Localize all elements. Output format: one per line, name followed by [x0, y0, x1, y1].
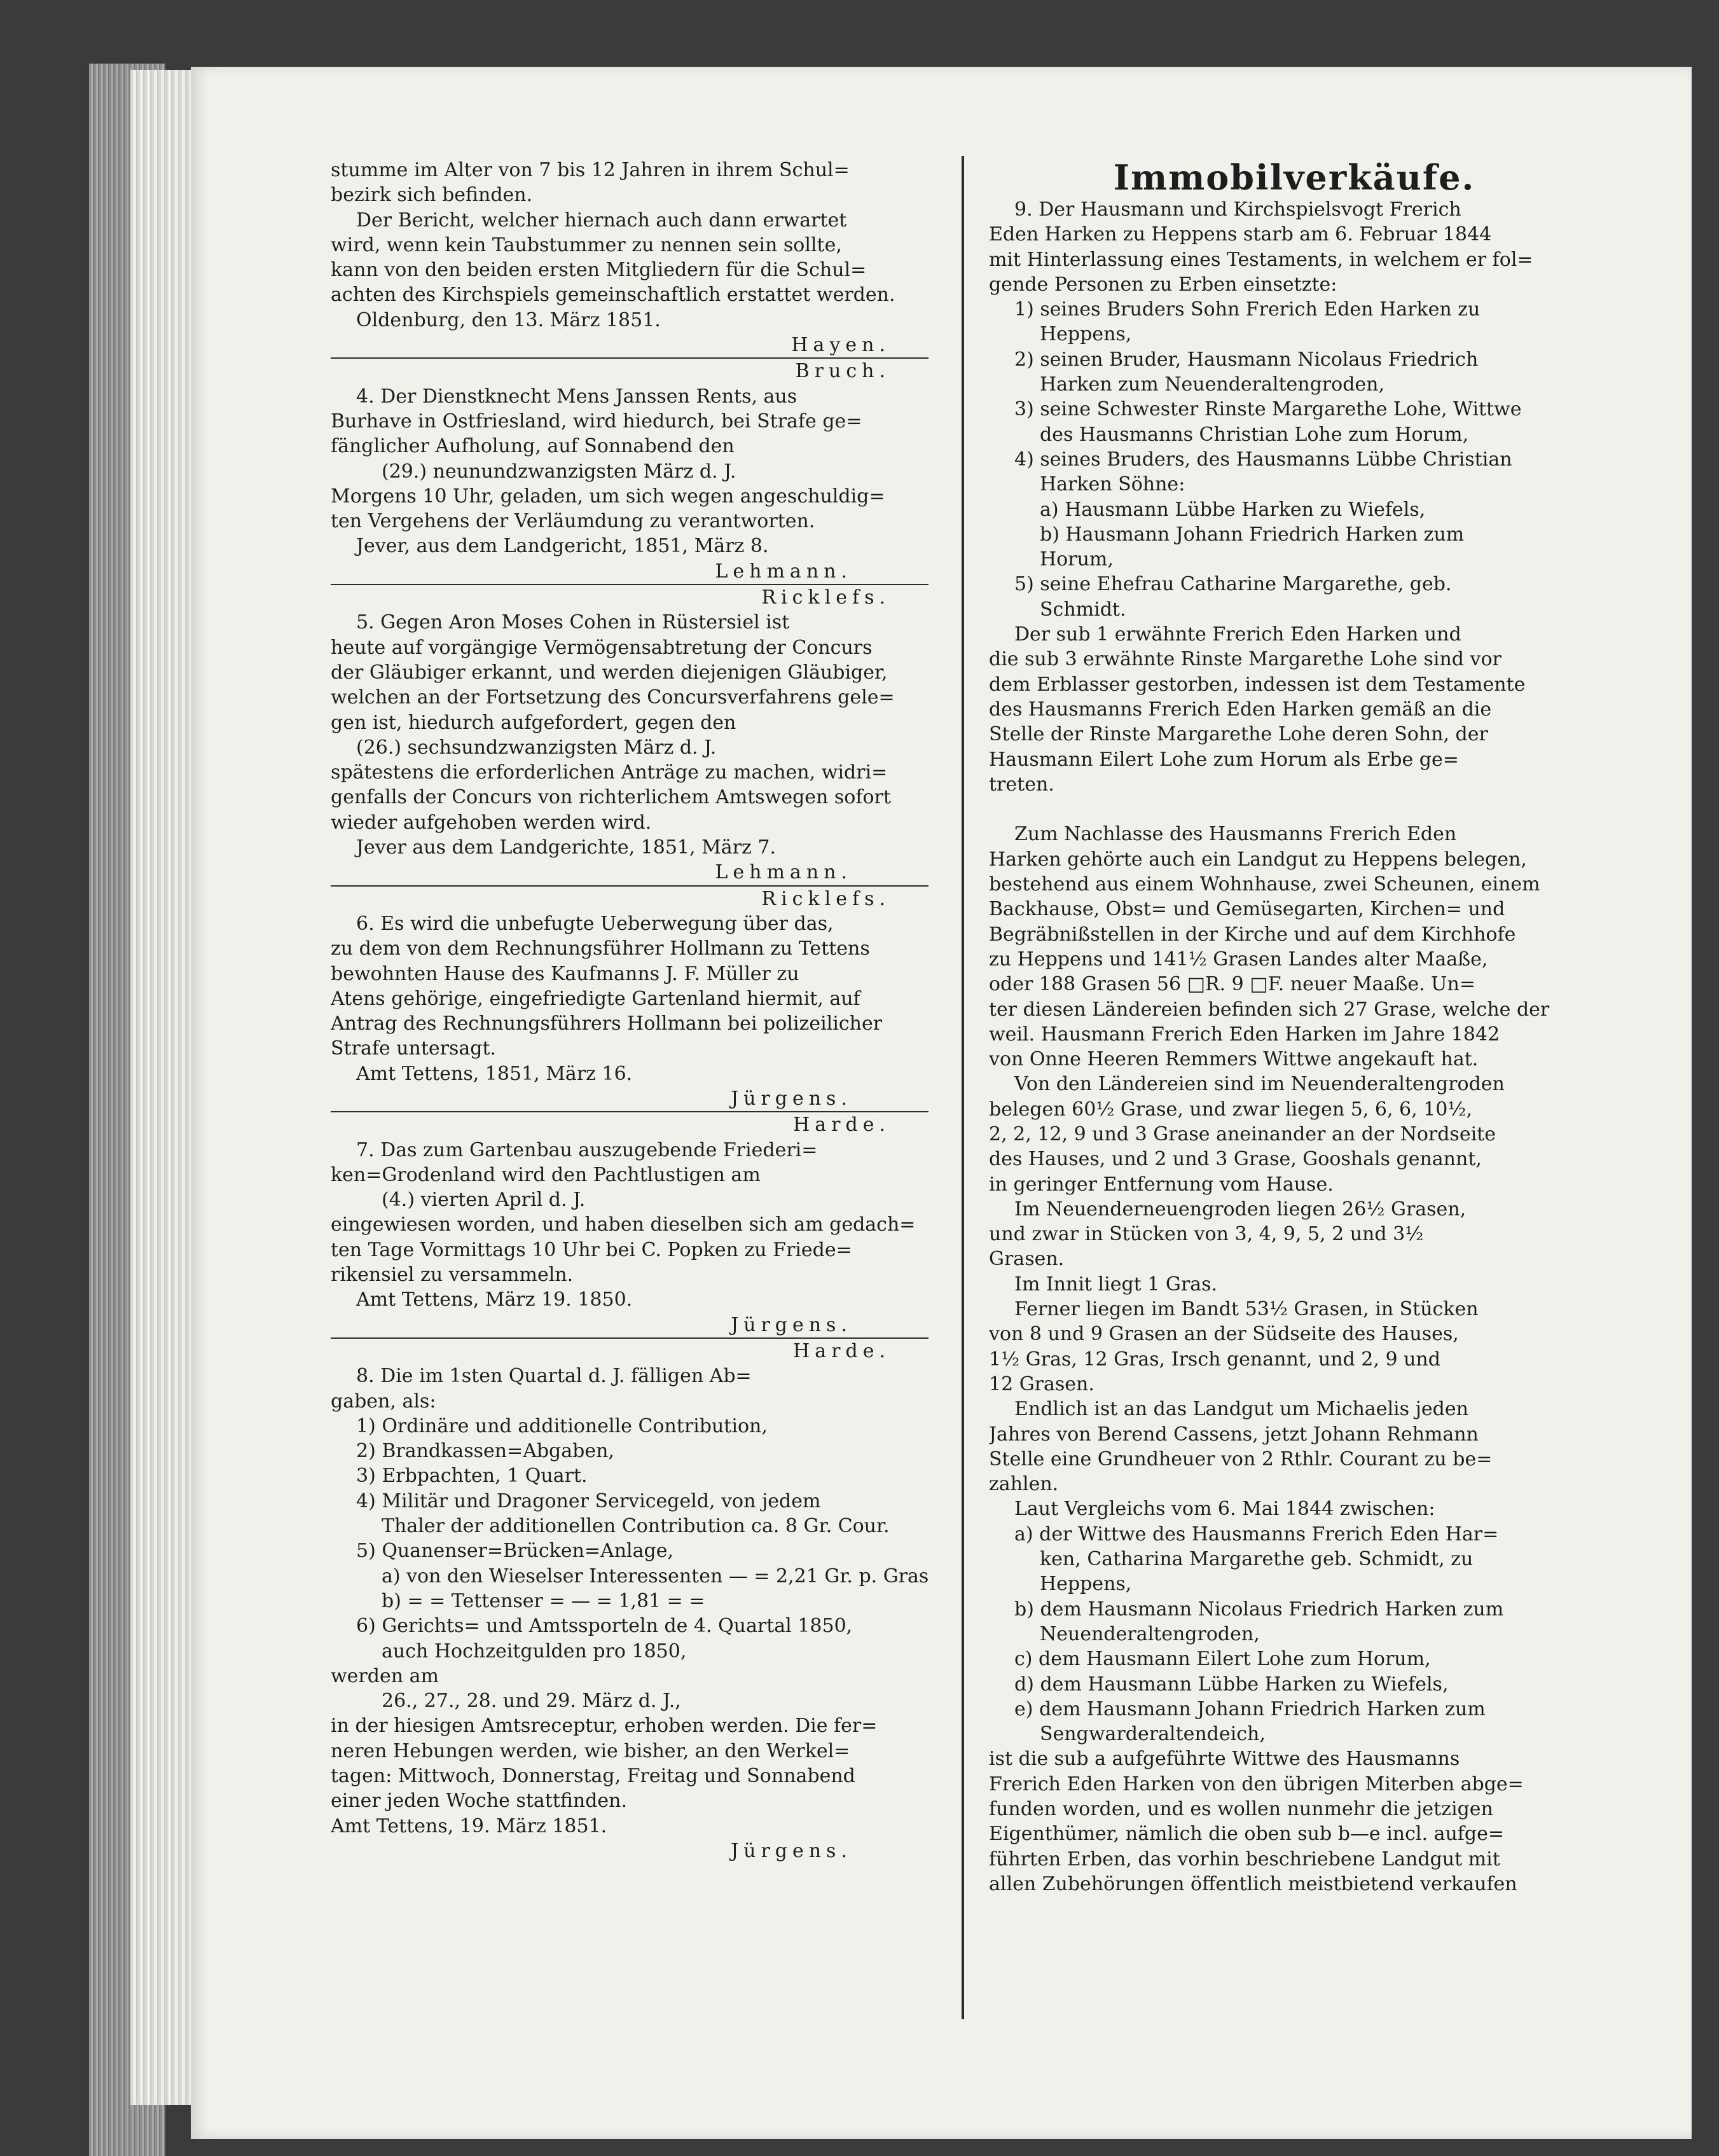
text-line: 1) seines Bruders Sohn Frerich Eden Harken zu: [1014, 298, 1481, 321]
text-line: des Hauses, und 2 und 3 Grase, Gooshals genannt,: [989, 1148, 1482, 1171]
text-line: 6) Gerichts= und Amtssporteln de 4. Quartal 1850,: [356, 1615, 853, 1638]
text-line: wieder aufgehoben werden wird.: [331, 811, 652, 834]
text-line: stumme im Alter von 7 bis 12 Jahren in ihrem Schul=: [331, 159, 850, 181]
text-line: 3) Erbpachten, 1 Quart.: [356, 1465, 588, 1488]
text-line: 26., 27., 28. und 29. März d. J.,: [382, 1690, 681, 1713]
text-line: Von den Ländereien sind im Neuenderaltengroden: [1014, 1073, 1505, 1096]
text-line: 1) Ordinäre und additionelle Contribution,: [356, 1414, 768, 1437]
text-line: Schmidt.: [1040, 598, 1126, 621]
text-line: c) dem Hausmann Eilert Lohe zum Horum,: [1014, 1648, 1431, 1671]
text-line: Zum Nachlasse des Hausmanns Frerich Eden: [1014, 823, 1457, 846]
text-line: Eigenthümer, nämlich die oben sub b—e incl. aufge=: [989, 1823, 1504, 1846]
text-line: ken, Catharina Margarethe geb. Schmidt, zu: [1040, 1548, 1474, 1571]
text-line: Jürgens.: [331, 1086, 929, 1112]
text-line: wird, wenn kein Taubstummer zu nennen sein sollte,: [331, 233, 842, 256]
text-line: allen Zubehörungen öffentlich meistbietend verkaufen: [989, 1872, 1517, 1895]
text-line: des Hausmanns Frerich Eden Harken gemäß an die: [989, 698, 1492, 721]
text-line: 5. Gegen Aron Moses Cohen in Rüstersiel ist: [356, 611, 790, 634]
text-line: genfalls der Concurs von richterlichem Amtswegen sofort: [331, 786, 891, 809]
text-line: welchen an der Fortsetzung des Concursverfahrens gele=: [331, 686, 895, 709]
text-line: 3) seine Schwester Rinste Margarethe Lohe, Wittwe: [1014, 398, 1522, 421]
text-line: heute auf vorgängige Vermögensabtretung der Concurs: [331, 636, 873, 659]
text-line: Stelle der Rinste Margarethe Lohe deren Sohn, der: [989, 723, 1488, 746]
text-line: kann von den beiden ersten Mitgliedern für die Schul=: [331, 259, 867, 282]
text-line: Backhause, Obst= und Gemüsegarten, Kirchen= und: [989, 898, 1505, 921]
text-line: mit Hinterlassung eines Testaments, in welchem er fol=: [989, 248, 1533, 271]
text-line: Im Innit liegt 1 Gras.: [1014, 1273, 1217, 1296]
text-line: b) Hausmann Johann Friedrich Harken zum: [1040, 523, 1465, 546]
text-line: und zwar in Stücken von 3, 4, 9, 5, 2 und 3½: [989, 1223, 1424, 1246]
text-line: Ricklefs.: [761, 586, 890, 609]
text-line: Thaler der additionellen Contribution ca. 8 Gr. Cour.: [382, 1515, 890, 1538]
text-line: 12 Grasen.: [989, 1372, 1094, 1395]
text-line: Amt Tettens, 19. März 1851.: [331, 1814, 607, 1837]
text-line: Lehmann.: [331, 559, 929, 585]
text-line: die sub 3 erwähnte Rinste Margarethe Lohe sind vor: [989, 648, 1502, 671]
text-line: Endlich ist an das Landgut um Michaelis jeden: [1014, 1398, 1468, 1421]
text-line: funden worden, und es wollen nunmehr die jetzigen: [989, 1798, 1493, 1820]
text-line: Der Bericht, welcher hiernach auch dann erwartet: [356, 209, 847, 231]
column-divider: [962, 156, 964, 2019]
text-line: spätestens die erforderlichen Anträge zu machen, widri=: [331, 761, 888, 784]
text-line: zu dem von dem Rechnungsführer Hollmann zu Tettens: [331, 937, 870, 960]
text-line: 4. Der Dienstknecht Mens Janssen Rents, aus: [356, 385, 797, 408]
text-line: Laut Vergleichs vom 6. Mai 1844 zwischen:: [1014, 1498, 1435, 1521]
text-line: Ricklefs.: [761, 887, 890, 910]
text-line: Stelle eine Grundheuer von 2 Rthlr. Courant zu be=: [989, 1448, 1493, 1470]
text-line: b) = = Tettenser = — = 1,81 = =: [382, 1589, 705, 1612]
text-line: achten des Kirchspiels gemeinschaftlich erstattet werden.: [331, 284, 895, 307]
text-line: (26.) sechsundzwanzigsten März d. J.: [356, 736, 717, 759]
text-line: a) Hausmann Lübbe Harken zu Wiefels,: [1040, 498, 1426, 521]
text-line: neren Hebungen werden, wie bisher, an den Werkel=: [331, 1739, 850, 1762]
text-line: Hayen.: [331, 333, 929, 359]
text-line: 4) Militär und Dragoner Servicegeld, von jedem: [356, 1489, 821, 1512]
text-line: Strafe untersagt.: [331, 1037, 497, 1060]
text-line: von 8 und 9 Grasen an der Südseite des Hauses,: [989, 1323, 1459, 1346]
text-line: oder 188 Grasen 56 □R. 9 □F. neuer Maaße. Un=: [989, 973, 1475, 996]
text-line: 2) Brandkassen=Abgaben,: [356, 1440, 614, 1463]
right-column-text: [989, 197, 1599, 1897]
text-line: Morgens 10 Uhr, geladen, um sich wegen angeschuldig=: [331, 485, 885, 508]
text-line: Neuenderaltengroden,: [1040, 1622, 1260, 1645]
text-line: von Onne Heeren Remmers Wittwe angekauft hat.: [989, 1048, 1479, 1071]
left-column: [331, 158, 929, 1863]
text-line: Burhave in Ostfriesland, wird hiedurch, bei Strafe ge=: [331, 410, 862, 432]
text-line: 4) seines Bruders, des Hausmanns Lübbe Christian: [1014, 448, 1512, 471]
text-line: d) dem Hausmann Lübbe Harken zu Wiefels,: [1014, 1673, 1449, 1696]
text-line: Begräbnißstellen in der Kirche und auf dem Kirchhofe: [989, 923, 1516, 946]
text-line: ist die sub a aufgeführte Wittwe des Hausmanns: [989, 1748, 1460, 1771]
text-line: (29.) neunundzwanzigsten März d. J.: [382, 460, 736, 483]
text-line: a) der Wittwe des Hausmanns Frerich Eden Har=: [1014, 1523, 1499, 1545]
text-line: ten Tage Vormittags 10 Uhr bei C. Popken zu Friede=: [331, 1238, 852, 1261]
text-line: Jahres von Berend Cassens, jetzt Johann Rehmann: [989, 1423, 1479, 1446]
text-line: [989, 797, 1599, 822]
text-line: Sengwarderaltendeich,: [1040, 1723, 1266, 1746]
text-line: gende Personen zu Erben einsetzte:: [989, 273, 1337, 296]
text-line: a) von den Wieselser Interessenten — = 2,21 Gr. p. Gras: [382, 1565, 929, 1587]
text-line: Amt Tettens, März 19. 1850.: [356, 1289, 633, 1311]
text-line: Frerich Eden Harken von den übrigen Miterben abge=: [989, 1772, 1524, 1795]
text-line: dem Erblasser gestorben, indessen ist dem Testamente: [989, 673, 1526, 696]
text-line: Im Neuenderneuengroden liegen 26½ Grasen,: [1014, 1198, 1467, 1220]
text-line: e) dem Hausmann Johann Friedrich Harken zum: [1014, 1697, 1486, 1720]
text-line: 1½ Gras, 12 Gras, Irsch genannt, und 2, 9 und: [989, 1348, 1440, 1371]
text-line: werden am: [331, 1664, 439, 1687]
text-line: b) dem Hausmann Nicolaus Friedrich Harken zum: [1014, 1598, 1504, 1620]
text-line: bestehend aus einem Wohnhause, zwei Scheunen, einem: [989, 873, 1540, 896]
text-line: Jever aus dem Landgerichte, 1851, März 7.: [356, 836, 776, 859]
text-line: rikensiel zu versammeln.: [331, 1264, 574, 1287]
text-line: tagen: Mittwoch, Donnerstag, Freitag und Sonnabend: [331, 1765, 855, 1787]
text-line: Harde.: [793, 1339, 890, 1362]
text-line: bewohnten Hause des Kaufmanns J. F. Müller zu: [331, 962, 799, 985]
text-line: Grasen.: [989, 1248, 1065, 1271]
text-line: 5) Quanenser=Brücken=Anlage,: [356, 1540, 674, 1563]
text-line: 5) seine Ehefrau Catharine Margarethe, geb.: [1014, 573, 1452, 596]
text-line: bezirk sich befinden.: [331, 184, 533, 207]
text-line: ken=Grodenland wird den Pachtlustigen am: [331, 1163, 761, 1186]
text-line: zu Heppens und 141½ Grasen Landes alter Maaße,: [989, 948, 1488, 971]
text-line: Hausmann Eilert Lohe zum Horum als Erbe ge=: [989, 748, 1459, 771]
text-line: eingewiesen worden, und haben dieselben sich am gedach=: [331, 1213, 916, 1236]
text-line: in der hiesigen Amtsreceptur, erhoben werden. Die fer=: [331, 1715, 878, 1738]
text-line: auch Hochzeitgulden pro 1850,: [382, 1640, 687, 1662]
text-line: Harken gehörte auch ein Landgut zu Heppens belegen,: [989, 848, 1527, 871]
text-line: gaben, als:: [331, 1390, 436, 1413]
text-line: der Gläubiger erkannt, und werden diejenigen Gläubiger,: [331, 661, 888, 684]
text-line: 8. Die im 1sten Quartal d. J. fälligen Ab=: [356, 1365, 752, 1388]
text-line: Jürgens.: [331, 1313, 929, 1339]
text-line: Harde.: [793, 1114, 890, 1137]
text-line: Jever, aus dem Landgericht, 1851, März 8.: [356, 535, 769, 558]
text-line: Oldenburg, den 13. März 1851.: [356, 308, 661, 331]
text-line: 7. Das zum Gartenbau auszugebende Friederi=: [356, 1138, 818, 1161]
text-line: des Hausmanns Christian Lohe zum Horum,: [1040, 423, 1469, 446]
text-line: Jürgens.: [731, 1839, 852, 1862]
text-line: zahlen.: [989, 1473, 1059, 1496]
text-line: gen ist, hiedurch aufgefordert, gegen den: [331, 711, 736, 734]
text-line: (4.) vierten April d. J.: [382, 1189, 586, 1212]
text-line: Der sub 1 erwähnte Frerich Eden Harken und: [1014, 623, 1461, 646]
text-line: Amt Tettens, 1851, März 16.: [356, 1062, 633, 1085]
text-line: Bruch.: [795, 360, 890, 383]
text-line: einer jeden Woche stattfinden.: [331, 1790, 628, 1813]
section-heading: Immobilverkäufe.: [1113, 157, 1475, 198]
text-line: Horum,: [1040, 548, 1114, 571]
right-column: [989, 158, 1599, 1897]
text-line: 6. Es wird die unbefugte Ueberwegung über das,: [356, 912, 834, 935]
text-line: Heppens,: [1040, 1573, 1132, 1596]
text-line: ter diesen Ländereien befinden sich 27 Grase, welche der: [989, 998, 1550, 1021]
text-line: Harken zum Neuenderaltengroden,: [1040, 373, 1385, 396]
text-line: führten Erben, das vorhin beschriebene Landgut mit: [989, 1848, 1500, 1870]
text-line: Ferner liegen im Bandt 53½ Grasen, in Stücken: [1014, 1298, 1479, 1321]
text-line: weil. Hausmann Frerich Eden Harken im Jahre 1842: [989, 1023, 1500, 1046]
text-line: 2, 2, 12, 9 und 3 Grase aneinander an der Nordseite: [989, 1123, 1496, 1145]
text-line: Harken Söhne:: [1040, 473, 1185, 496]
text-line: Lehmann.: [331, 860, 929, 886]
text-line: belegen 60½ Grase, und zwar liegen 5, 6, 6, 10½,: [989, 1098, 1472, 1121]
text-line: 9. Der Hausmann und Kirchspielsvogt Frerich: [1014, 198, 1461, 221]
text-line: Antrag des Rechnungsführers Hollmann bei polizeilicher: [331, 1012, 883, 1035]
text-line: Heppens,: [1040, 323, 1132, 346]
text-line: in geringer Entfernung vom Hause.: [989, 1173, 1334, 1196]
text-line: ten Vergehens der Verläumdung zu verantworten.: [331, 510, 815, 533]
text-line: 2) seinen Bruder, Hausmann Nicolaus Friedrich: [1014, 348, 1479, 371]
text-line: Eden Harken zu Heppens starb am 6. Februar 1844: [989, 223, 1492, 246]
text-line: Atens gehörige, eingefriedigte Gartenland hiermit, auf: [331, 987, 860, 1010]
text-line: treten.: [989, 773, 1054, 796]
text-line: fänglicher Aufholung, auf Sonnabend den: [331, 435, 735, 458]
